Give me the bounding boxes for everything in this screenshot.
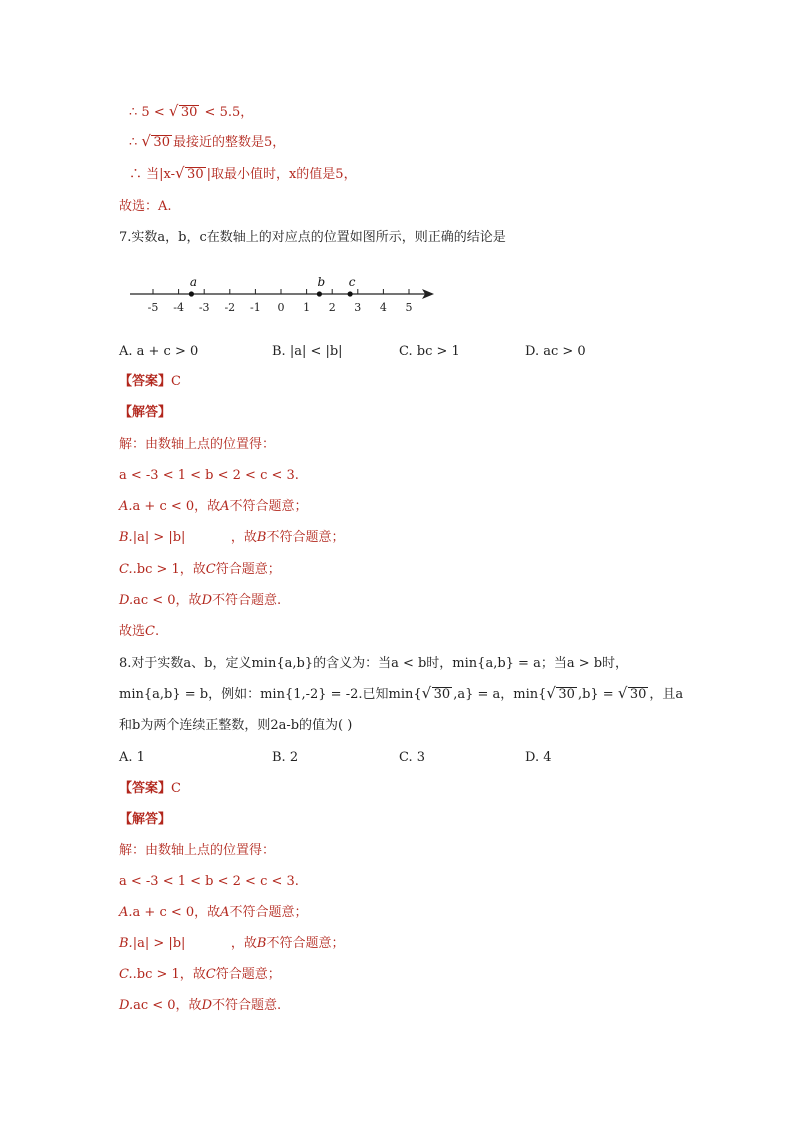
q8-stem-line-2: min{a,b} = b，例如：min{1,-2} = -2.已知min{√ 30 ,a} = a，min{√ 30 ,b} = √ 30 ，且a: [119, 686, 683, 704]
q7-stem: 7.实数a，b，c在数轴上的对应点的位置如图所示，则正确的结论是: [119, 230, 506, 245]
number-line-tick-label: 0: [277, 301, 285, 314]
q7-conclusion: 故选C.: [119, 624, 160, 639]
q8-solution-line-1: 解：由数轴上点的位置得：: [119, 843, 276, 858]
number-line-tick-label: 5: [405, 301, 413, 314]
q8-option-d: D. 4: [525, 750, 552, 765]
sqrt-symbol: √ 30: [170, 104, 200, 122]
q7-solution-line-2: a < -3 < 1 < b < 2 < c < 3.: [119, 468, 299, 483]
q7-solution-line-4: B.|a| > |b| ，故B不符合题意；: [119, 530, 345, 545]
deduction-line-1: ∴ 5 < √ 30 < 5.5，: [129, 104, 253, 122]
number-line-point-label: c: [348, 275, 356, 289]
deduction-line-3: ∴ 当|x-√ 30 |取最小值时，x的值是5，: [129, 166, 357, 184]
number-line-tick-label: -2: [224, 301, 236, 314]
number-line-tick-label: -4: [173, 301, 184, 314]
q7-solution-line-3: A.a + c < 0，故A不符合题意；: [119, 499, 308, 514]
q8-solution-line-3: A.a + c < 0，故A不符合题意；: [119, 905, 308, 920]
q7-solution-line-6: D.ac < 0，故D不符合题意.: [119, 593, 282, 608]
q7-option-c: C. bc > 1: [399, 344, 460, 359]
sqrt-symbol: √ 30: [547, 686, 577, 704]
q8-solution-tag: 【解答】: [119, 812, 172, 827]
q8-option-b: B. 2: [272, 750, 299, 765]
q8-answer: 【答案】C: [119, 781, 181, 796]
number-line-tick-label: 4: [379, 301, 387, 314]
q7-solution-tag: 【解答】: [119, 405, 172, 420]
q8-solution-line-4: B.|a| > |b| ，故B不符合题意；: [119, 936, 345, 951]
number-line-figure: [125, 272, 445, 317]
conclusion-line: 故选：A.: [119, 199, 172, 214]
q8-solution-line-6: D.ac < 0，故D不符合题意.: [119, 998, 282, 1013]
q8-solution-line-5: C..bc > 1，故C符合题意；: [119, 967, 281, 982]
q8-solution-line-2: a < -3 < 1 < b < 2 < c < 3.: [119, 874, 299, 889]
number-line-tick-label: -1: [250, 301, 261, 314]
q8-stem-line-3: 和b为两个连续正整数，则2a-b的值为( ): [119, 718, 353, 733]
sqrt-symbol: √ 30: [423, 686, 453, 704]
q7-option-d: D. ac > 0: [525, 344, 586, 359]
number-line-point-b: [317, 291, 322, 296]
deduction-line-2: ∴ √ 30 最接近的整数是5，: [129, 134, 285, 152]
q7-option-b: B. |a| < |b|: [272, 344, 343, 359]
sqrt-symbol: √ 30: [142, 134, 172, 152]
number-line-tick-label: -3: [198, 301, 210, 314]
q8-stem-line-1: 8.对于实数a、b，定义min{a,b}的含义为：当a < b时，min{a,b} = a；当a > b时，: [119, 656, 629, 671]
q7-option-a: A. a + c > 0: [119, 344, 199, 359]
number-line-point-label: b: [317, 275, 326, 289]
sqrt-symbol: √ 30: [176, 166, 206, 184]
q7-answer: 【答案】C: [119, 374, 181, 389]
sqrt-symbol: √ 30: [619, 686, 649, 704]
q7-solution-line-5: C..bc > 1，故C符合题意；: [119, 562, 281, 577]
number-line-tick-label: 3: [354, 301, 362, 314]
number-line-tick-label: 1: [303, 301, 311, 314]
number-line-tick-label: -5: [147, 301, 159, 314]
number-line-point-c: [348, 291, 353, 296]
q8-option-a: A. 1: [119, 750, 145, 765]
number-line-point-a: [189, 291, 194, 296]
number-line-point-label: a: [189, 275, 197, 289]
q8-option-c: C. 3: [399, 750, 426, 765]
q7-solution-line-1: 解：由数轴上点的位置得：: [119, 437, 276, 452]
number-line-tick-label: 2: [328, 301, 336, 314]
